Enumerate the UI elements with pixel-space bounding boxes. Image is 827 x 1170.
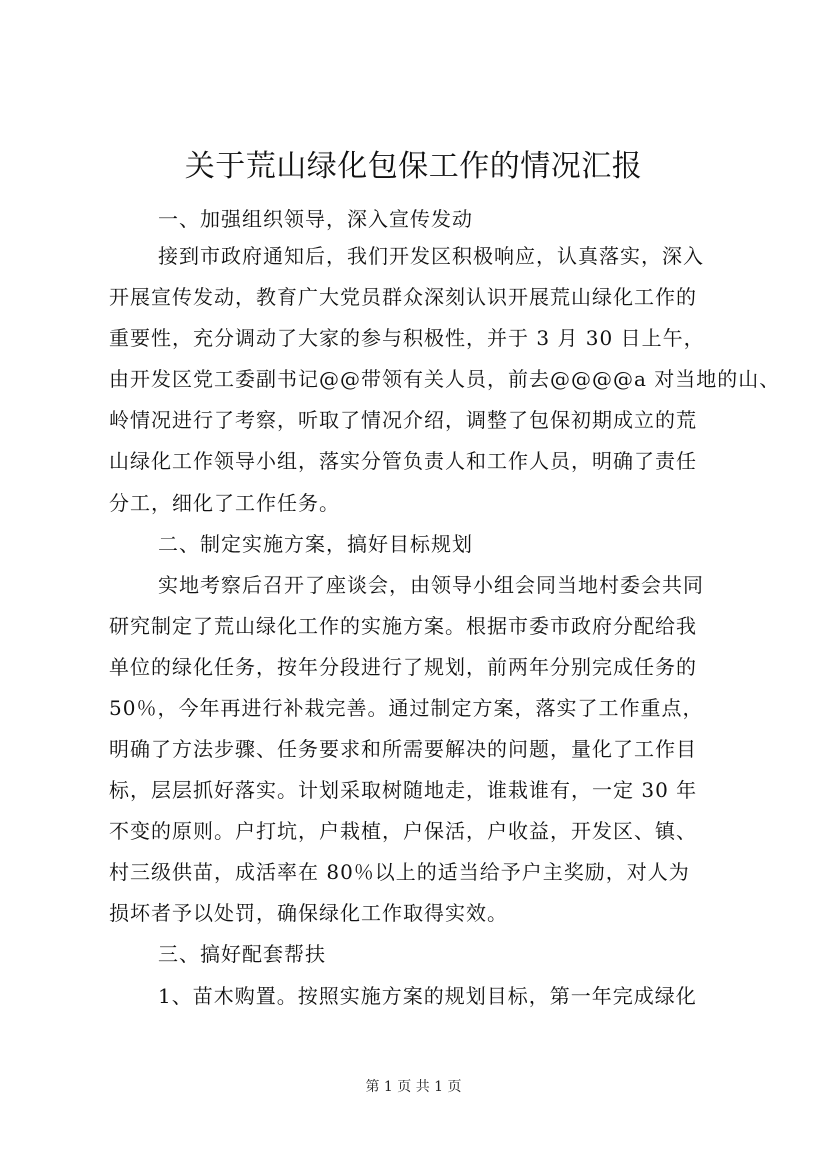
section-heading-3: 三、搞好配套帮扶 [158,942,326,966]
paragraph-line: 明确了方法步骤、任务要求和所需要解决的问题，量化了工作目 [109,737,697,761]
paragraph-line: 重要性，充分调动了大家的参与积极性，并于 3 月 30 日上午， [109,326,705,350]
paragraph-line: 由开发区党工委副书记@@带领有关人员，前去@@@@a 对当地的山、 [109,367,781,391]
document-title: 关于荒山绿化包保工作的情况汇报 [184,149,643,184]
paragraph-line: 村三级供苗，成活率在 80％以上的适当给予户主奖励，对人为 [109,860,690,884]
paragraph-line: 接到市政府通知后，我们开发区积极响应，认真落实，深入 [158,244,704,268]
paragraph-line: 标，层层抓好落实。计划采取树随地走，谁栽谁有，一定 30 年 [109,778,698,802]
section-heading-2: 二、制定实施方案，搞好目标规划 [158,532,473,556]
paragraph-line: 研究制定了荒山绿化工作的实施方案。根据市委市政府分配给我 [109,614,697,638]
paragraph-line: 岭情况进行了考察，听取了情况介绍，调整了包保初期成立的荒 [109,408,697,432]
section-heading-1: 一、加强组织领导，深入宣传发动 [158,207,473,231]
paragraph-line: 损坏者予以处罚，确保绿化工作取得实效。 [109,901,508,925]
paragraph-line: 单位的绿化任务，按年分段进行了规划，前两年分别完成任务的 [109,655,697,679]
paragraph-line: 不变的原则。户打坑，户栽植，户保活，户收益，开发区、镇、 [109,819,697,843]
page-footer: 第 1 页 共 1 页 [365,1079,462,1095]
paragraph-line: 开展宣传发动，教育广大党员群众深刻认识开展荒山绿化工作的 [109,285,697,309]
paragraph-line: 分工，细化了工作任务。 [109,491,340,515]
paragraph-line: 1、苗木购置。按照实施方案的规划目标，第一年完成绿化 [158,984,697,1008]
paragraph-line: 50％，今年再进行补栽完善。通过制定方案，落实了工作重点， [109,696,704,720]
paragraph-line: 实地考察后召开了座谈会，由领导小组会同当地村委会共同 [158,573,704,597]
paragraph-line: 山绿化工作领导小组，落实分管负责人和工作人员，明确了责任 [109,449,697,473]
